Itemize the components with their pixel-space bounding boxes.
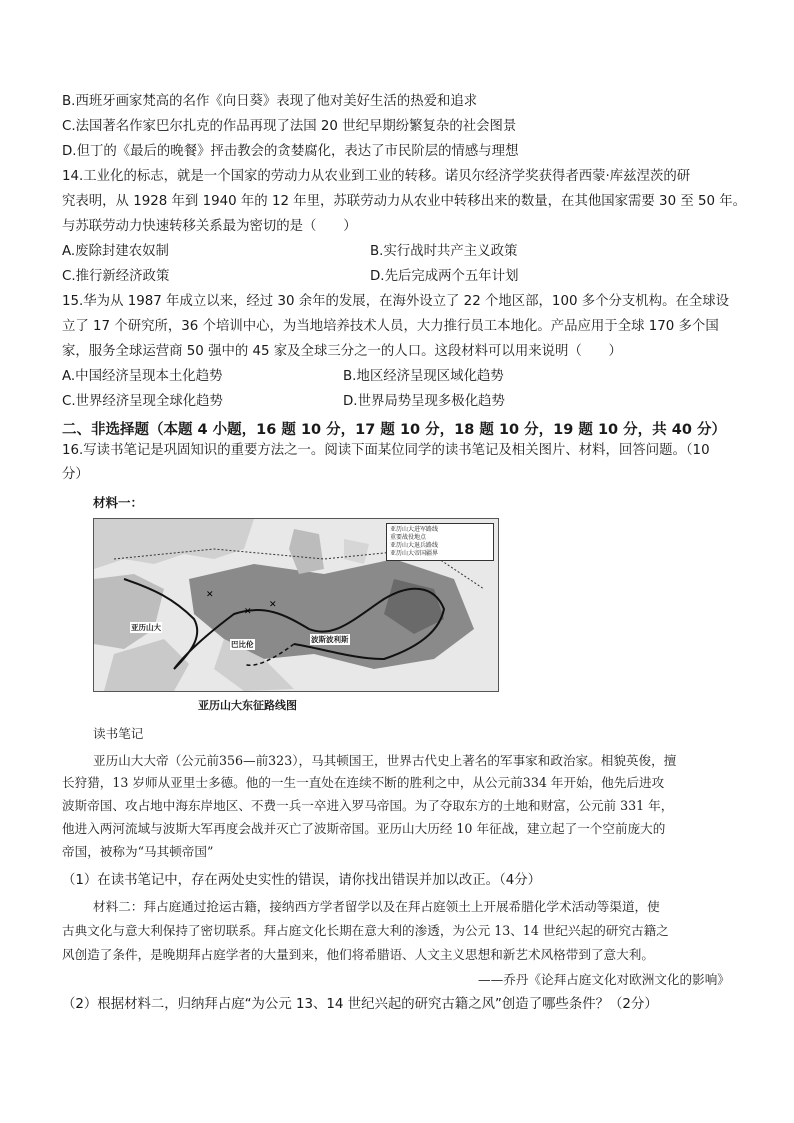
q14-option-b: B.实行战时共产主义政策 <box>370 244 518 259</box>
material2-source: ——乔丹《论拜占庭文化对欧洲文化的影响》 <box>478 972 730 987</box>
note-line: 波斯帝国、攻占地中海东岸地区、不费一兵一卒进入罗马帝国。为了夺取东方的土地和财富，公元前 331 年， <box>62 798 674 813</box>
q14-option-a: A.废除封建农奴制 <box>62 244 169 259</box>
map-caption: 亚历山大东征路线图 <box>198 699 297 712</box>
q15-stem: 15.华为从 1987 年成立以来，经过 30 余年的发展，在海外设立了 22 个地区部，100 多个分支机构。在全球设 <box>62 294 730 309</box>
legend-item: 亚历山大退兵路线 <box>390 542 439 549</box>
q14-stem: 究表明，从 1928 年到 1940 年的 12 年里，苏联劳动力从农业中转移出来的数量，在其他国家需要 30 至 50 年。 <box>62 194 747 209</box>
material1-label: 材料一： <box>93 495 144 510</box>
note-line: 他进入两河流域与波斯大军再度会战并灭亡了波斯帝国。亚历山大历经 10 年征战，建立起了一个空前庞大的 <box>62 821 666 836</box>
q13-option-c: C.法国著名作家巴尔扎克的作品再现了法国 20 世纪早期纷繁复杂的社会图景 <box>62 119 517 134</box>
note-line: 长狩猎，13 岁师从亚里士多德。他的一生一直处在连续不断的胜利之中，从公元前334 年开始，他先后进攻 <box>62 775 665 790</box>
q16-sub1: （1）在读书笔记中，存在两处史实性的错误，请你找出错误并加以改正。（4分） <box>62 873 542 888</box>
q16-stem: 分） <box>62 467 89 482</box>
q15-stem: 家，服务全球运营商 50 强中的 45 家及全球三分之一的人口。这段材料可以用来说明（ ） <box>62 344 622 359</box>
svg-text:✕: ✕ <box>269 600 277 610</box>
q16-sub2: （2）根据材料二，归纳拜占庭“为公元 13、14 世纪兴起的研究古籍之风”创造了哪些条件？（2分） <box>62 997 658 1012</box>
q13-option-b: B.西班牙画家梵高的名作《向日葵》表现了他对美好生活的热爱和追求 <box>62 94 478 109</box>
q14-stem: 14.工业化的标志，就是一个国家的劳动力从农业到工业的转移。诺贝尔经济学奖获得者西蒙·库兹涅茨的研 <box>62 169 691 184</box>
q15-stem: 立了 17 个研究所，36 个培训中心，为当地培养技术人员，大力推行员工本地化。产品应用于全球 170 多个国 <box>62 319 719 334</box>
q16-stem: 16.写读书笔记是巩固知识的重要方法之一。阅读下面某位同学的读书笔记及相关图片、材料，回答问题。（10 <box>62 443 710 458</box>
map-label-alexandria: 亚历山大 <box>131 623 161 632</box>
q14-stem: 与苏联劳动力快速转移关系最为密切的是（ ） <box>62 219 357 234</box>
svg-text:✕: ✕ <box>206 590 214 600</box>
q13-option-d: D.但丁的《最后的晚餐》抨击教会的贪婪腐化，表达了市民阶层的情感与理想 <box>62 144 519 159</box>
legend-item: 重要战役地点 <box>390 534 427 541</box>
q15-option-a: A.中国经济呈现本土化趋势 <box>62 369 223 384</box>
section-title: 二、非选择题（本题 4 小题，16 题 10 分，17 题 10 分，18 题 10 分，19 题 10 分，共 40 分） <box>62 422 726 438</box>
svg-text:✕: ✕ <box>244 607 252 617</box>
q15-option-c: C.世界经济呈现全球化趋势 <box>62 394 223 409</box>
legend-item: 亚历山大帝国疆界 <box>390 550 439 557</box>
q14-option-c: C.推行新经济政策 <box>62 269 170 284</box>
map-label-persepolis: 波斯波利斯 <box>311 635 349 644</box>
note-line: 亚历山大大帝（公元前356—前323），马其顿国王，世界古代史上著名的军事家和政治家。相貌英俊，擅 <box>93 753 677 768</box>
map-label-babylon: 巴比伦 <box>231 640 254 649</box>
legend-item: 亚历山大进军路线 <box>390 526 439 533</box>
material2-line: 古典文化与意大利保持了密切联系。拜占庭文化长期在意大利的渗透，为公元 13、14 世纪兴起的研究古籍之 <box>62 923 669 938</box>
q14-option-d: D.先后完成两个五年计划 <box>370 269 519 284</box>
q15-option-d: D.世界局势呈现多极化趋势 <box>343 394 505 409</box>
material2-line: 风创造了条件，是晚期拜占庭学者的大量到来，他们将希腊语、人文主义思想和新艺术风格带到了意大利。 <box>62 947 654 962</box>
q15-option-b: B.地区经济呈现区域化趋势 <box>343 369 504 384</box>
map-legend <box>386 523 494 561</box>
note-line: 帝国，被称为“马其顿帝国” <box>62 844 214 859</box>
note-title: 读书笔记 <box>93 726 144 741</box>
campaign-map <box>93 518 499 692</box>
material2-line: 材料二：拜占庭通过抢运古籍，接纳西方学者留学以及在拜占庭领土上开展希腊化学术活动等渠道，使 <box>93 899 660 914</box>
